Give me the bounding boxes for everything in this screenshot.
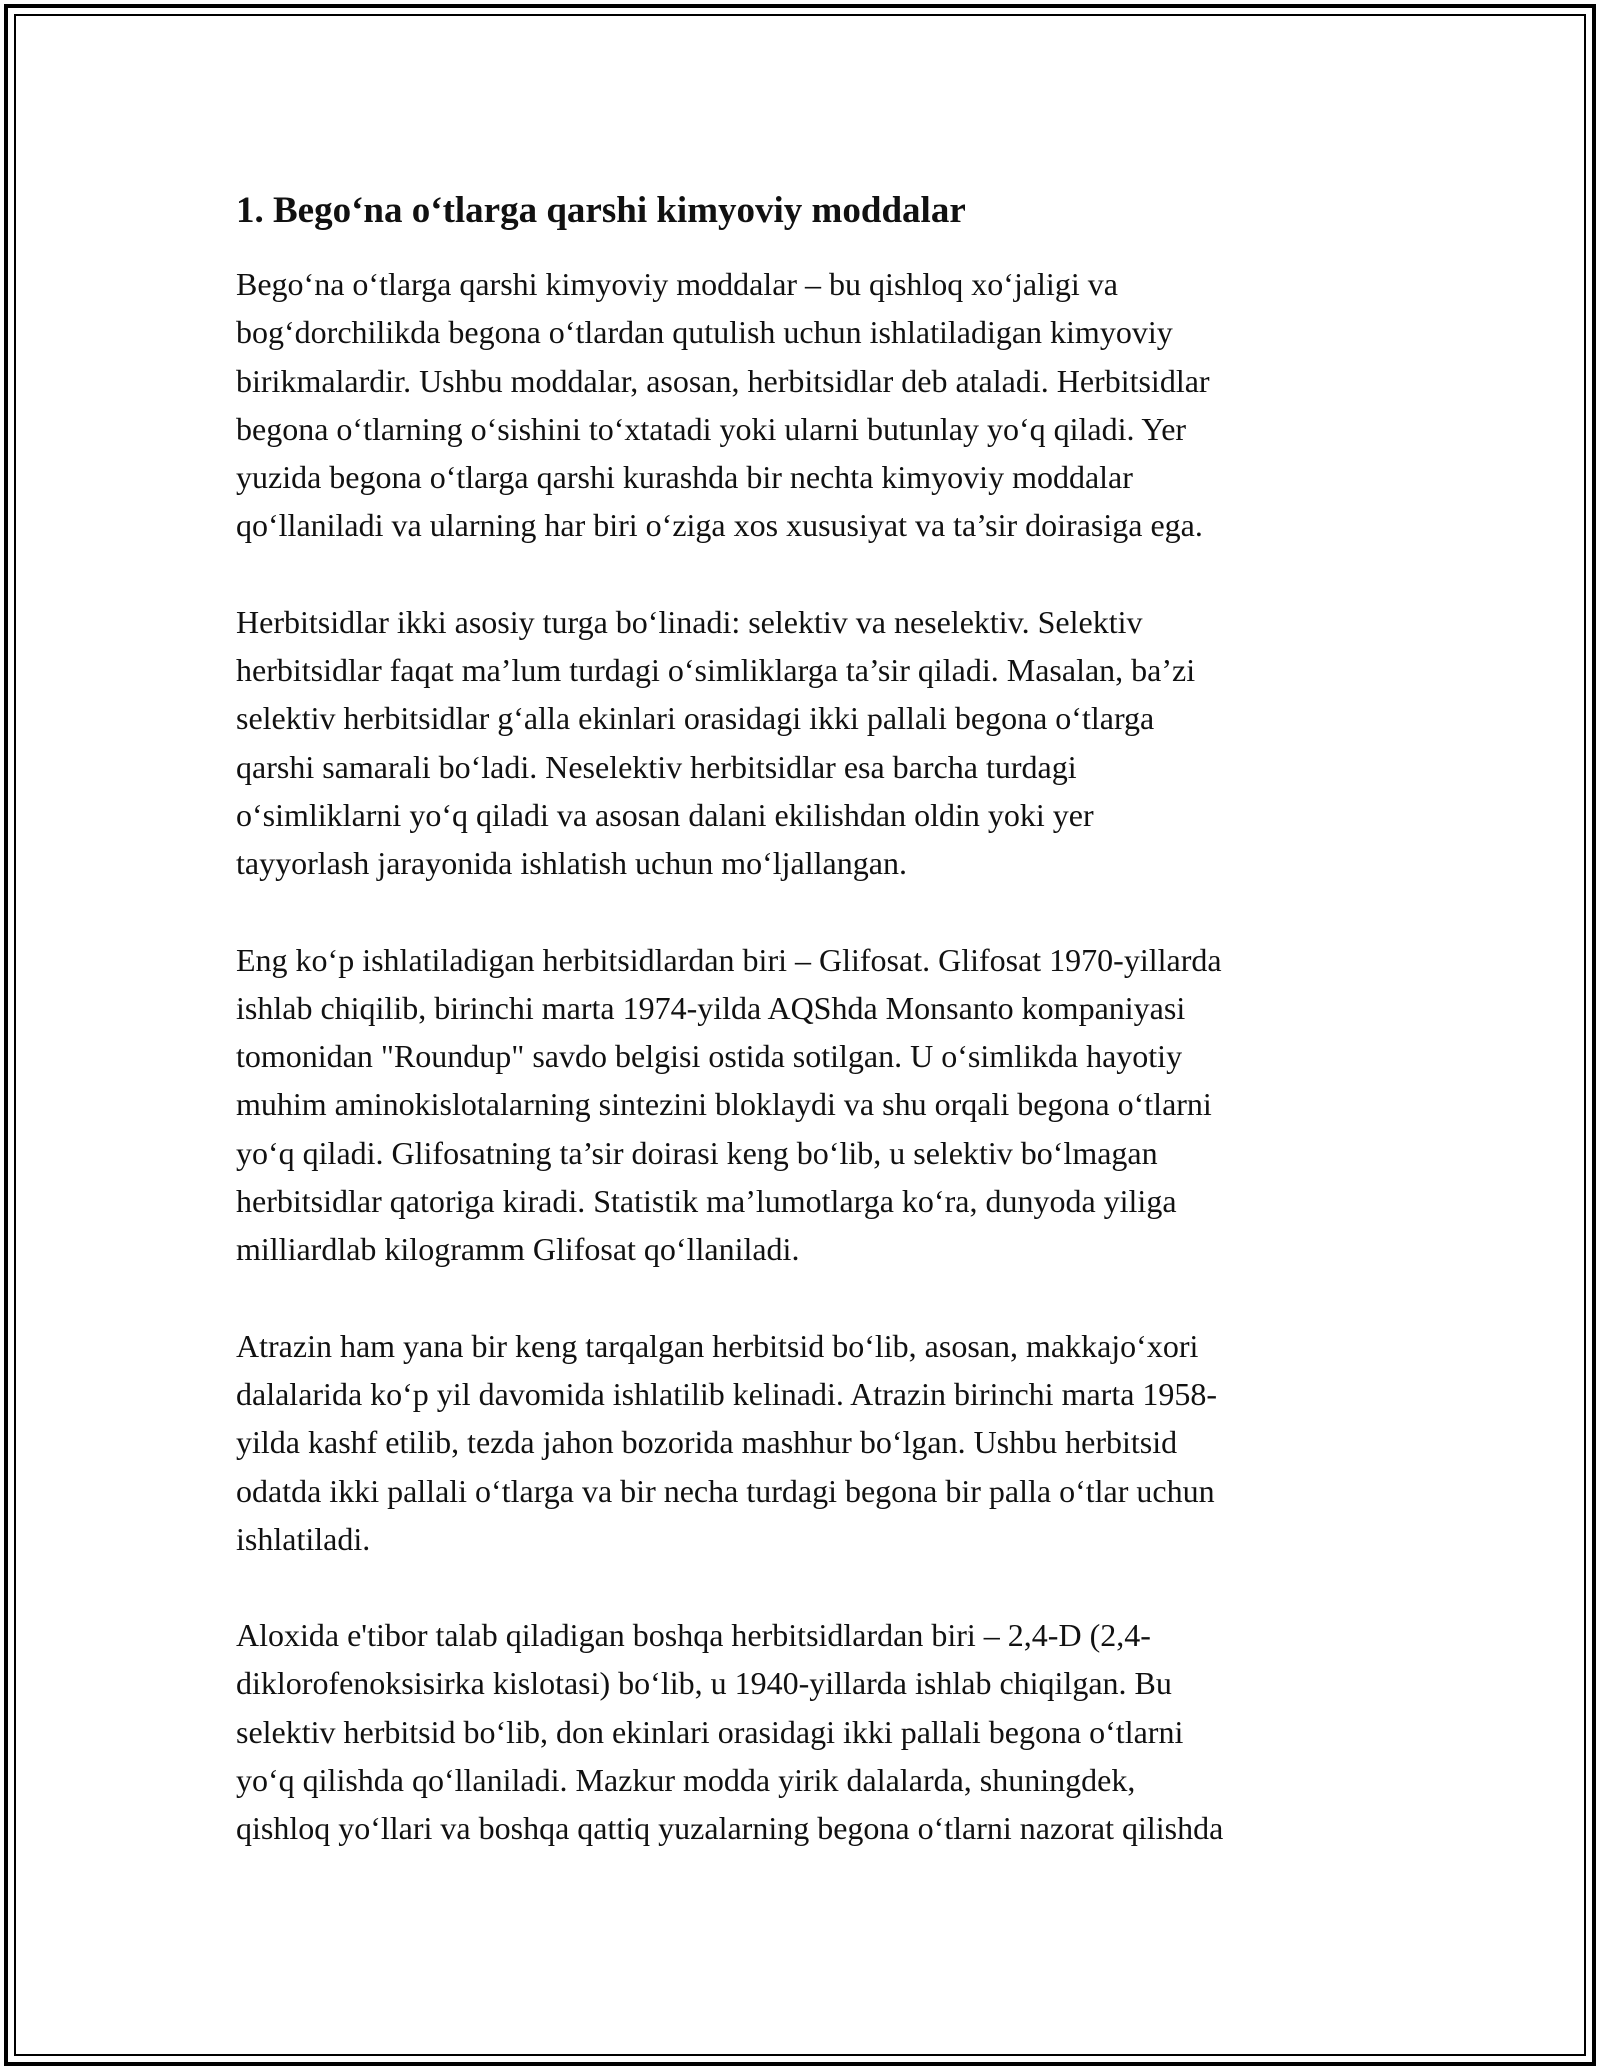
text-line: selektiv herbitsid bo‘lib, don ekinlari orasidagi ikki pallali begona o‘tlarni bbox=[236, 1713, 1184, 1750]
text-line: qarshi samarali bo‘ladi. Neselektiv herbitsidlar esa barcha turdagi bbox=[236, 748, 1077, 785]
paragraph-2 bbox=[236, 598, 1376, 888]
text-line: odatda ikki pallali o‘tlarga va bir necha turdagi begona bir palla o‘tlar uchun bbox=[236, 1472, 1215, 1509]
text-line: o‘simliklarni yo‘q qiladi va asosan dalani ekilishdan oldin yoki yer bbox=[236, 796, 1094, 833]
text-line: yo‘q qiladi. Glifosatning ta’sir doirasi keng bo‘lib, u selektiv bo‘lmagan bbox=[236, 1134, 1158, 1171]
text-line: ishlab chiqilib, birinchi marta 1974-yilda AQShda Monsanto kompaniyasi bbox=[236, 989, 1186, 1026]
text-line: tayyorlash jarayonida ishlatish uchun mo‘ljallangan. bbox=[236, 845, 907, 882]
text-line: herbitsidlar faqat ma’lum turdagi o‘simliklarga ta’sir qiladi. Masalan, ba’zi bbox=[236, 652, 1196, 689]
paragraph-1 bbox=[236, 260, 1376, 550]
text-line: birikmalardir. Ushbu moddalar, asosan, herbitsidlar deb ataladi. Herbitsidlar bbox=[236, 362, 1210, 399]
text-line: Herbitsidlar ikki asosiy turga bo‘linadi: selektiv va neselektiv. Selektiv bbox=[236, 603, 1143, 640]
text-line: Bego‘na o‘tlarga qarshi kimyoviy moddalar – bu qishloq xo‘jaligi va bbox=[236, 266, 1118, 302]
text-line: Atrazin ham yana bir keng tarqalgan herbitsid bo‘lib, asosan, makkajo‘xori bbox=[236, 1327, 1199, 1364]
text-line: yuzida begona o‘tlarga qarshi kurashda bir nechta kimyoviy moddalar bbox=[236, 459, 1133, 496]
text-line: qishloq yo‘llari va boshqa qattiq yuzalarning begona o‘tlarni nazorat qilishda bbox=[236, 1810, 1224, 1847]
text-line: Eng ko‘p ishlatiladigan herbitsidlardan biri – Glifosat. Glifosat 1970-yillarda bbox=[236, 941, 1222, 978]
text-line: tomonidan "Roundup" savdo belgisi ostida sotilgan. U o‘simlikda hayotiy bbox=[236, 1038, 1183, 1075]
text-line: yilda kashf etilib, tezda jahon bozorida mashhur bo‘lgan. Ushbu herbitsid bbox=[236, 1424, 1178, 1461]
text-line: selektiv herbitsidlar g‘alla ekinlari orasidagi ikki pallali begona o‘tlarga bbox=[236, 700, 1155, 737]
text-line: herbitsidlar qatoriga kiradi. Statistik ma’lumotlarga ko‘ra, dunyoda yiliga bbox=[236, 1183, 1177, 1220]
text-line: ishlatiladi. bbox=[236, 1520, 371, 1557]
text-line: milliardlab kilogramm Glifosat qo‘llaniladi. bbox=[236, 1231, 800, 1268]
paragraph-4 bbox=[236, 1322, 1376, 1563]
text-line: diklorofenoksisirka kislotasi) bo‘lib, u 1940-yillarda ishlab chiqilgan. Bu bbox=[236, 1665, 1172, 1702]
text-line: yo‘q qilishda qo‘llaniladi. Mazkur modda yirik dalalarda, shuningdek, bbox=[236, 1762, 1136, 1799]
paragraph-3 bbox=[236, 936, 1376, 1274]
text-line: qo‘llaniladi va ularning har biri o‘ziga xos xususiyat va ta’sir doirasiga ega. bbox=[236, 507, 1203, 544]
text-line: dalalarida ko‘p yil davomida ishlatilib kelinadi. Atrazin birinchi marta 1958- bbox=[236, 1375, 1218, 1412]
text-line: begona o‘tlarning o‘sishini to‘xtatadi yoki ularni butunlay yo‘q qiladi. Yer bbox=[236, 410, 1187, 447]
text-line: muhim aminokislotalarning sintezini bloklaydi va shu orqali begona o‘tlarni bbox=[236, 1086, 1212, 1123]
text-line: bog‘dorchilikda begona o‘tlardan qutulish uchun ishlatiladigan kimyoviy bbox=[236, 314, 1173, 351]
text-line: Aloxida e'tibor talab qiladigan boshqa herbitsidlardan biri – 2,4-D (2,4- bbox=[236, 1617, 1151, 1654]
document-body bbox=[236, 186, 1376, 1901]
paragraph-5 bbox=[236, 1611, 1376, 1852]
section-heading: 1. Bego‘na o‘tlarga qarshi kimyoviy moddalar bbox=[236, 190, 966, 231]
